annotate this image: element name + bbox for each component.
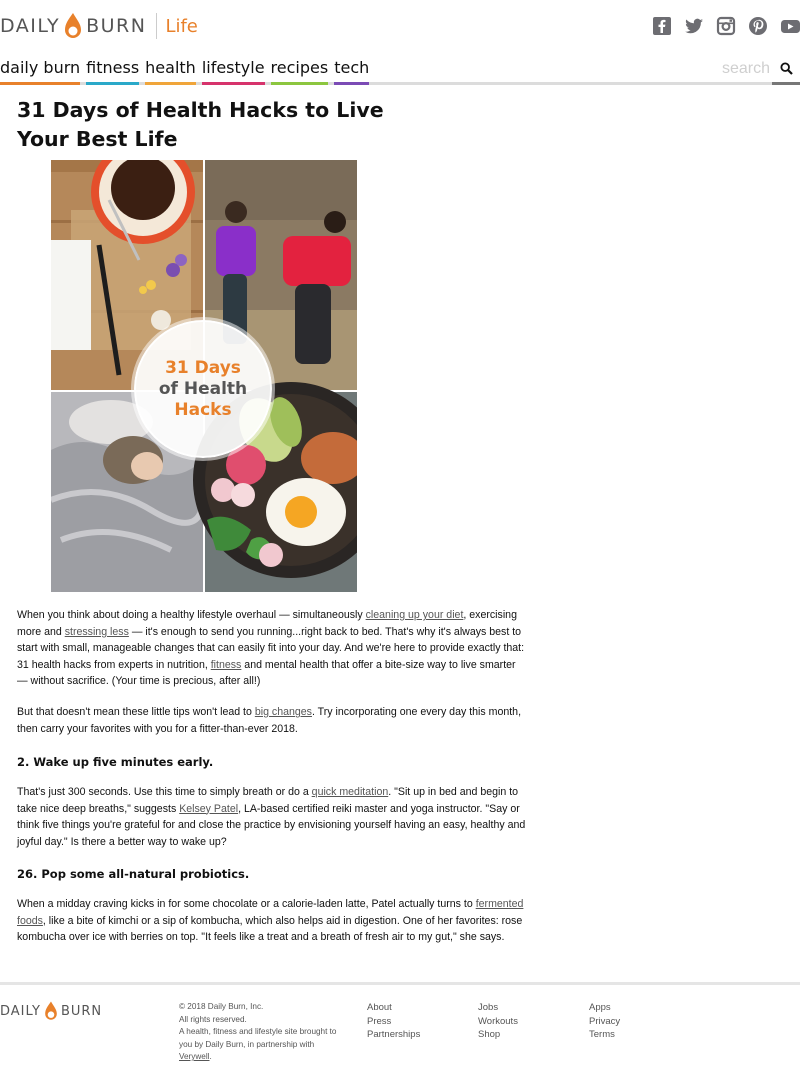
search-icon [780,62,793,75]
nav-items [0,56,375,85]
nav-item-daily-burn[interactable]: daily burn [0,56,80,85]
text: , LA-based certified reiki master and yoga instructor. "Say or think five things you're grateful for and close the practice by envisioning yourself having an easy, healthy and joyful day." Is there a better way to wake up? [17,802,526,848]
nav-item-recipes[interactable]: recipes [271,56,329,85]
logo-text-daily: DAILY [0,15,61,37]
text: , exercising more and [17,609,517,638]
text: , like a bite of kimchi or a sip of kombucha, which also helps aid in digestion. One of her favorites: rose kombucha over ice with berries on top. "It feels like a treat and a breath of fresh air to my gut," she says. [17,914,523,943]
text: That's just 300 seconds. Use this time to simply breath or do a [17,786,312,798]
footer-logo-daily: DAILY [0,1003,41,1019]
footer-column-2 [478,1001,518,1042]
footer-logo[interactable] [0,1000,102,1022]
flame-icon [43,1000,59,1022]
daily-burn-logo[interactable] [0,8,198,44]
footer-link-workouts[interactable]: Workouts [478,1015,518,1027]
facebook-icon[interactable] [652,16,672,36]
nav-item-tech[interactable]: tech [334,56,369,85]
logo-divider [156,13,157,39]
footer-link-terms[interactable]: Terms [589,1029,615,1040]
footer-column-3 [589,1001,620,1042]
twitter-icon[interactable] [684,16,704,36]
badge-line-1: 31 Days [165,357,241,378]
text: . Try incorporating one every day this month, then carry your favorites with you for a fitter-than-ever 2018. [17,706,522,735]
link-cleaning-up-your-diet[interactable]: cleaning up your diet [365,609,464,621]
footer-link-privacy[interactable]: Privacy [589,1015,621,1027]
footer-logo-burn: BURN [60,1003,103,1019]
link-stressing-less[interactable]: stressing less [64,625,129,638]
footer-link-apps[interactable]: Apps [589,1002,611,1013]
article-title: 31 Days of Health Hacks to Live Your Best Life [17,98,384,151]
social-links [652,16,800,36]
intro-paragraph-1 [17,607,527,690]
nav-item-health[interactable]: health [145,56,196,85]
main-navigation [0,52,800,85]
link-fermented-foods[interactable]: fermented foods [17,898,524,927]
footer-column-1 [367,1001,420,1042]
badge-line-3: Hacks [174,399,232,420]
copyright-text: © 2018 Daily Burn, Inc. [179,1002,264,1011]
text: . [209,1052,212,1061]
site-header [0,0,800,52]
badge-line-2: of Health [158,378,248,399]
text: . "Sit up in bed and begin to take nice deep breaths," suggests [17,786,519,815]
link-big-changes[interactable]: big changes [254,706,312,718]
hero-image [51,160,357,592]
search-input[interactable]: search [721,60,770,77]
text: — it's enough to send you running...right back to bed. That's why it's always best to start with small, manageable changes that can easily fit into your day. And we're here to provide exactly that: 31 health hacks from experts in nutrition, [17,625,525,671]
text: When you think about doing a healthy lifestyle overhaul — simultaneously [17,609,366,621]
logo-text-burn: BURN [86,15,147,37]
site-section-label[interactable]: Life [165,15,198,37]
instagram-icon[interactable] [716,16,736,36]
link-kelsey-patel[interactable]: Kelsey Patel [179,802,239,815]
section-heading-probiotics: 26. Pop some all-natural probiotics. [17,867,250,881]
text: When a midday craving kicks in for some chocolate or a calorie-laden latte, Patel actually turns to [17,898,476,910]
flame-icon [62,11,84,41]
rights-text: All rights reserved. [179,1014,247,1024]
footer-link-shop[interactable]: Shop [478,1029,501,1040]
link-quick-meditation[interactable]: quick meditation [311,786,389,798]
footer-link-press[interactable]: Press [367,1015,392,1027]
section-paragraph-wake-up [17,784,529,850]
hero-badge [134,320,272,458]
footer-divider [0,982,800,985]
text: But that doesn't mean these little tips won't lead to [17,706,255,718]
footer-link-jobs[interactable]: Jobs [478,1002,499,1013]
text: and mental health that offer a bite-size way to live smarter — without sacrifice. (Your time is precious, after all!) [17,658,516,687]
search-button[interactable] [772,55,800,85]
footer-copyright [179,1001,349,1064]
nav-item-fitness[interactable]: fitness [86,56,139,85]
link-verywell[interactable]: Verywell [179,1052,210,1061]
pinterest-icon[interactable] [748,16,768,36]
link-fitness[interactable]: fitness [210,658,242,671]
footer-link-partnerships[interactable]: Partnerships [367,1029,421,1040]
about-text [179,1026,349,1064]
nav-item-lifestyle[interactable]: lifestyle [202,56,265,85]
section-paragraph-probiotics [17,896,527,946]
section-heading-wake-up: 2. Wake up five minutes early. [17,755,214,769]
intro-paragraph-2 [17,704,527,737]
youtube-icon[interactable] [780,16,800,36]
text: A health, fitness and lifestyle site brought to you by Daily Burn, in partnership with [179,1027,337,1049]
footer-link-about[interactable]: About [367,1002,392,1013]
